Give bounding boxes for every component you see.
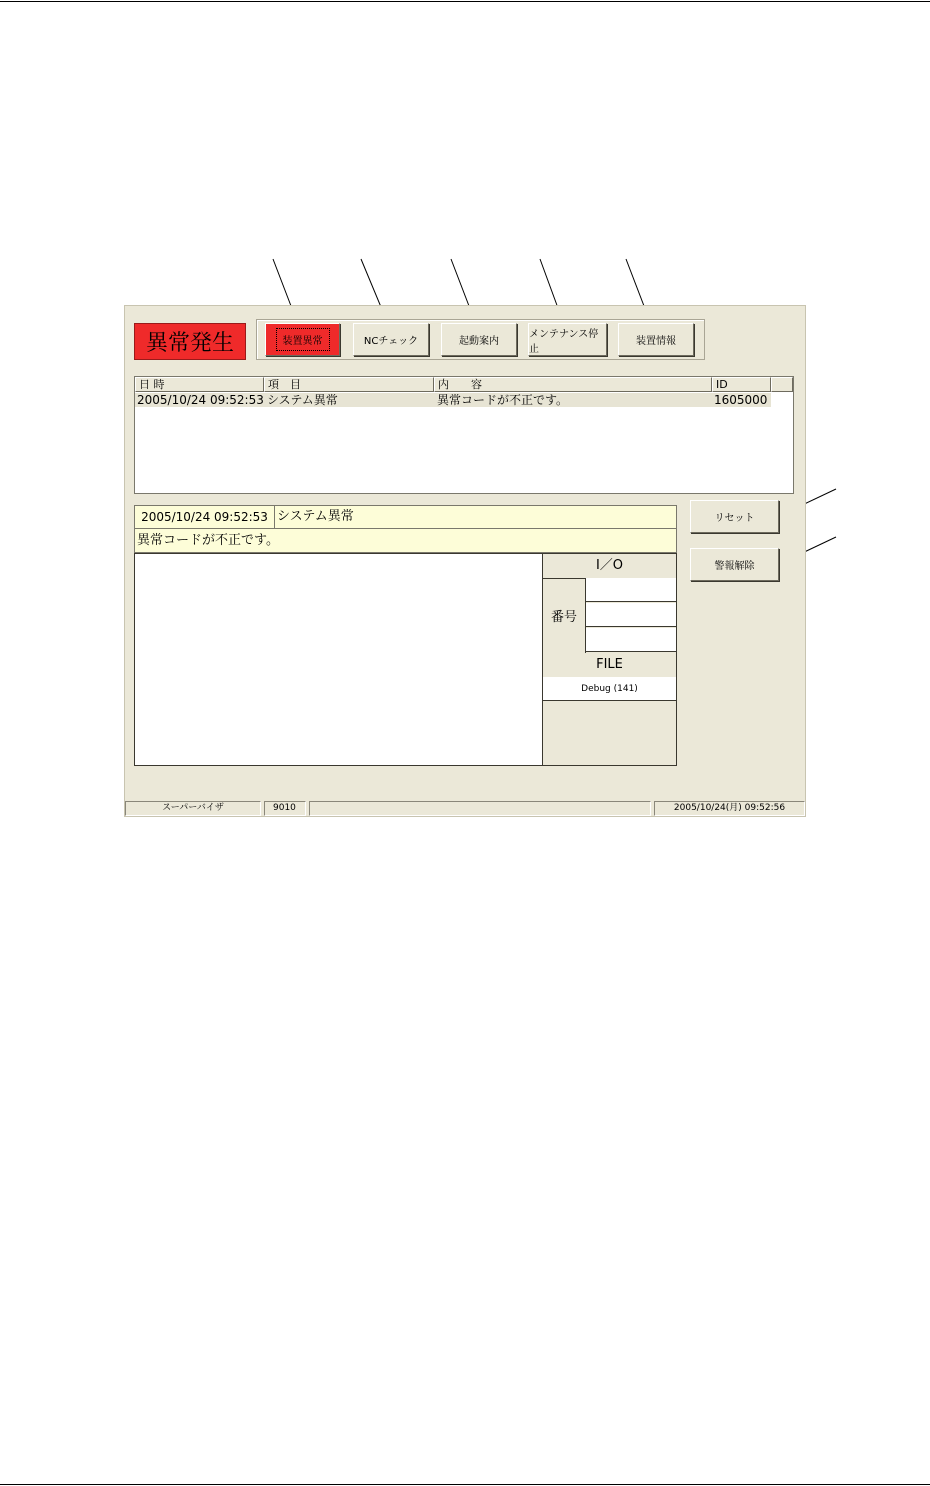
- row-item: システム異常: [267, 393, 338, 407]
- alarm-status-badge: 異常発生: [134, 323, 246, 360]
- column-header-item[interactable]: 項 目: [264, 377, 434, 392]
- detail-datetime: 2005/10/24 09:52:53: [134, 505, 275, 529]
- tab-maintenance-stop[interactable]: [528, 323, 607, 356]
- column-header-filler: [771, 377, 793, 392]
- detail-text-area: [134, 553, 543, 766]
- page-top-rule: [0, 1, 930, 2]
- row-id: 1605000: [714, 393, 768, 407]
- alarm-screen: [124, 305, 806, 817]
- tab-device-info-label: 装置情報: [636, 336, 676, 347]
- tab-startup-guide[interactable]: [441, 323, 517, 356]
- detail-message: 異常コードが不正です。: [134, 528, 677, 553]
- column-header-id[interactable]: ID: [712, 377, 771, 392]
- table-row[interactable]: [135, 393, 771, 407]
- tab-device-error-label: 装置異常: [276, 328, 330, 351]
- tab-device-error[interactable]: [265, 323, 340, 356]
- status-message: [309, 801, 651, 816]
- alarm-history-list[interactable]: [134, 376, 794, 494]
- tab-nc-check-label: NCチェック: [363, 336, 419, 347]
- column-header-content[interactable]: 内 容: [434, 377, 712, 392]
- status-datetime: 2005/10/24(月) 09:52:56: [654, 801, 805, 816]
- io-title: I／O: [543, 554, 676, 579]
- status-code: 9010: [264, 801, 306, 816]
- io-number-field-1: [586, 578, 676, 602]
- io-number-label: 番号: [543, 578, 586, 653]
- io-number-field-3: [586, 628, 676, 652]
- io-number-field-2: [586, 603, 676, 627]
- list-header: [135, 377, 793, 392]
- tab-maintenance-stop-label: メンテナンス停止: [529, 328, 599, 355]
- io-file-value: Debug (141): [543, 677, 676, 701]
- tab-nc-check[interactable]: [353, 323, 429, 356]
- row-content: 異常コードが不正です。: [437, 393, 569, 407]
- tab-startup-guide-label: 起動案内: [459, 336, 499, 347]
- detail-item: システム異常: [274, 505, 677, 529]
- io-panel: [542, 553, 677, 766]
- page-bottom-rule: [0, 1484, 930, 1485]
- row-datetime: 2005/10/24 09:52:53: [137, 393, 264, 407]
- tab-device-info[interactable]: [618, 323, 694, 356]
- reset-button[interactable]: リセット: [690, 500, 779, 533]
- io-file-title: FILE: [543, 653, 676, 678]
- alarm-clear-button[interactable]: 警報解除: [690, 548, 779, 581]
- column-header-datetime[interactable]: 日 時: [135, 377, 264, 392]
- status-bar: [125, 801, 805, 816]
- status-user: スーパーバイザ: [125, 801, 261, 816]
